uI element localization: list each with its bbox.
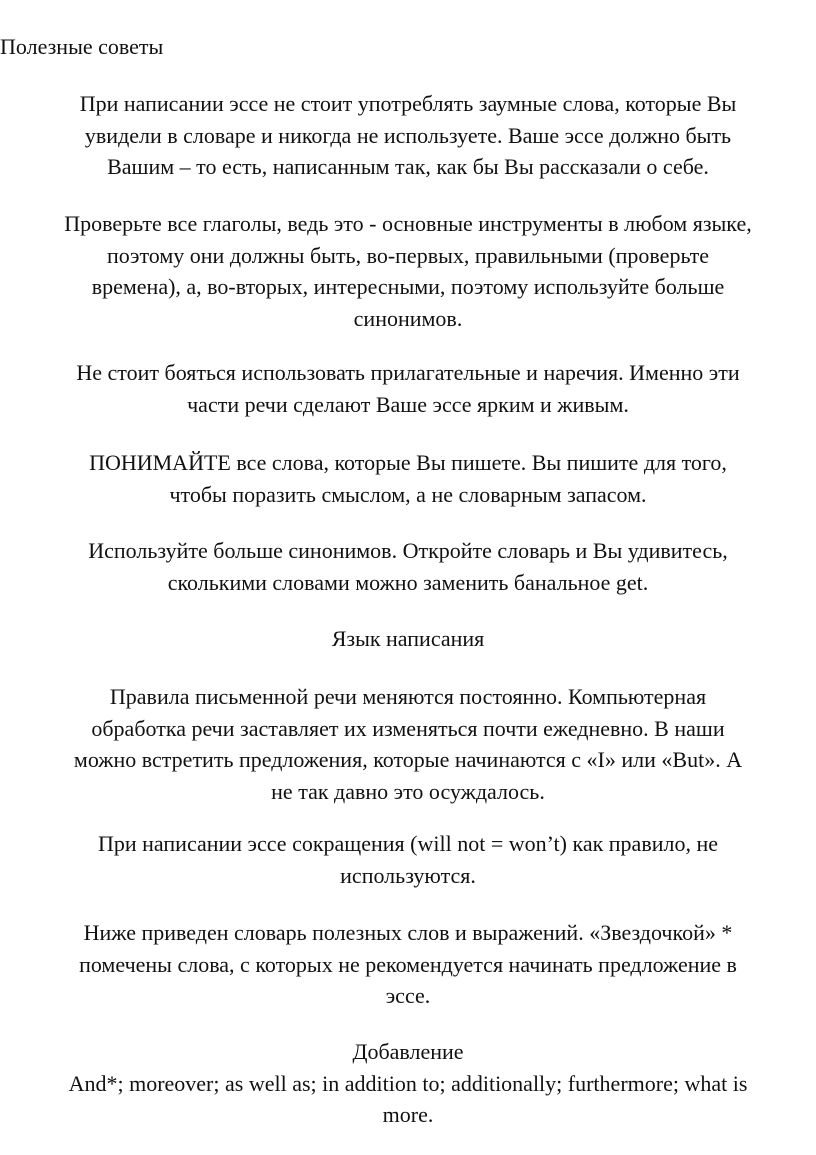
text-line: Не стоит бояться использовать прилагательные и наречия. Именно эти xyxy=(76,360,740,385)
text-line: увидели в словаре и никогда не используете. Ваше эссе должно быть xyxy=(84,122,732,148)
text-line: Проверьте все глаголы, ведь это - основные инструменты в любом языке, xyxy=(64,211,752,236)
text-line: Используйте больше синонимов. Откройте словарь и Вы удивитесь, xyxy=(88,538,728,563)
paragraph-understand-words xyxy=(6,447,810,510)
text-line: времена), а, во-вторых, интересными, поэтому используйте больше xyxy=(91,274,725,299)
text-line: помечены слова, с которых не рекомендуется начинать предложение в xyxy=(79,951,737,977)
section-heading-text: Язык написания xyxy=(331,626,485,651)
text-line: эссе. xyxy=(385,983,431,1008)
text-line: части речи сделают Ваше эссе ярким и живым. xyxy=(187,391,629,417)
paragraph-writing-rules-change xyxy=(6,681,810,807)
text-line: обработка речи заставляет их изменяться почти ежедневно. В наши xyxy=(91,715,725,741)
text-line: Правила письменной речи меняются постоянно. Компьютерная xyxy=(109,684,707,709)
paragraph-check-verbs xyxy=(0,208,816,334)
vocabulary-addition xyxy=(0,1036,816,1131)
text-line: используются. xyxy=(340,862,476,888)
paragraph-vocabulary-intro xyxy=(6,917,810,1012)
vocabulary-heading: Добавление xyxy=(352,1039,464,1064)
text-line: чтобы поразить смыслом, а не словарным запасом. xyxy=(169,481,647,507)
paragraph-use-synonyms xyxy=(6,535,810,598)
text-line: При написании эссе не стоит употреблять заумные слова, которые Вы xyxy=(79,91,737,116)
text-line: ПОНИМАЙТЕ все слова, которые Вы пишете. Вы пишите для того, xyxy=(89,450,727,475)
paragraph-contractions xyxy=(6,828,810,891)
text-line: При написании эссе сокращения (will not = won’t) как правило, не xyxy=(97,831,719,856)
text-line: поэтому они должны быть, во-первых, правильными (проверьте xyxy=(106,242,710,268)
text-line: Ниже приведен словарь полезных слов и выражений. «Звездочкой» * xyxy=(83,920,733,945)
text-line: And*; moreover; as well as; in addition to; additionally; furthermore; what is xyxy=(68,1070,748,1096)
paragraph-avoid-fancy-words xyxy=(6,88,810,183)
text-line: more. xyxy=(382,1102,434,1127)
document-title: Полезные советы xyxy=(0,34,164,59)
text-line: не так давно это осуждалось. xyxy=(271,778,545,804)
section-heading-writing-language xyxy=(6,623,810,655)
text-line: синонимов. xyxy=(353,305,463,331)
text-line: можно встретить предложения, которые начинаются с «I» или «But». А xyxy=(73,747,743,772)
text-line: сколькими словами можно заменить банальное get. xyxy=(167,569,649,595)
text-line: Вашим – то есть, написанным так, как бы Вы рассказали о себе. xyxy=(107,154,709,179)
paragraph-adjectives-adverbs xyxy=(6,357,810,420)
